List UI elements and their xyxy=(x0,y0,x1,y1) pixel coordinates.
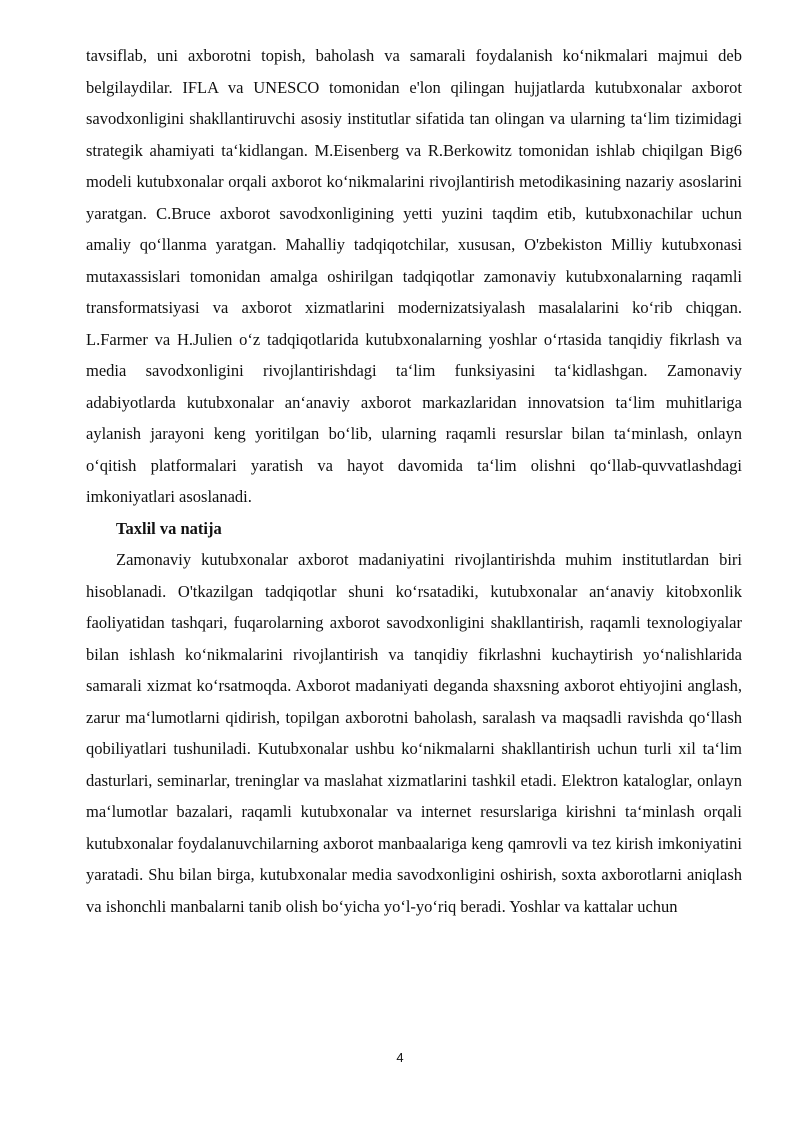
page-number: 4 xyxy=(396,1050,404,1065)
document-page xyxy=(86,40,742,922)
section-heading: Taxlil va natija xyxy=(116,518,222,538)
body-paragraph-1: tavsiflab, uni axborotni topish, baholash va samarali foydalanish koʻnikmalari majmui deb belgilaydilar. IFLA va UNESCO tomonidan e'lon qilingan hujjatlarda kutubxonalar axborot savodxonligini shakllantiruvchi asosiy institutlar sifatida tan olingan va ularning taʻlim tizimidagi strategik ahamiyati taʻkidlangan. M.Eisenberg va R.Berkowitz tomonidan ishlab chiqilgan Big6 modeli kutubxonalar orqali axborot koʻnikmalarini rivojlantirish metodikasining nazariy asoslarini yaratgan. C.Bruce axborot savodxonligining yetti yuzini taqdim etib, kutubxonachilar uchun amaliy qoʻllanma yaratgan. Mahalliy tadqiqotchilar, xususan, O'zbekiston Milliy kutubxonasi mutaxassislari tomonidan amalga oshirilgan tadqiqotlar zamonaviy kutubxonalarning raqamli transformatsiyasi va axborot xizmatlarini modernizatsiyalash masalalarini koʻrib chiqgan. L.Farmer va H.Julien oʻz tadqiqotlarida kutubxonalarning yoshlar oʻrtasida tanqidiy fikrlash va media savodxonligini rivojlantirishdagi taʻlim funksiyasini taʻkidlashgan. Zamonaviy adabiyotlarda kutubxonalar anʻanaviy axborot markazlaridan innovatsion taʻlim muhitlariga aylanish jarayoni keng yoritilgan boʻlib, ularning raqamli resurslar bilan taʻminlash, onlayn oʻqitish platformalari yaratish va hayot davomida taʻlim olishni qoʻllab-quvvatlashdagi imkoniyatlari asoslanadi. xyxy=(86,46,742,506)
body-paragraph-2: Zamonaviy kutubxonalar axborot madaniyatini rivojlantirishda muhim institutlardan biri hisoblanadi. O'tkazilgan tadqiqotlar shuni koʻrsatadiki, kutubxonalar anʻanaviy kitobxonlik faoliyatidan tashqari, fuqarolarning axborot savodxonligini shakllantirish, raqamli texnologiyalar bilan ishlash koʻnikmalarini rivojlantirish va tanqidiy fikrlashni kuchaytirish yoʻnalishlarida samarali xizmat koʻrsatmoqda. Axborot madaniyati deganda shaxsning axborot ehtiyojini anglash, zarur maʻlumotlarni qidirish, topilgan axborotni baholash, saralash va maqsadli ravishda qoʻllash qobiliyatlari tushuniladi. Kutubxonalar ushbu koʻnikmalarni shakllantirish uchun turli xil taʻlim dasturlari, seminarlar, treninglar va maslahat xizmatlarini tashkil etadi. Elektron kataloglar, onlayn maʻlumotlar bazalari, raqamli kutubxonalar va internet resurslariga kirishni taʻminlash orqali kutubxonalar foydalanuvchilarning axborot manbaalariga keng qamrovli va tez kirish imkoniyatini yaratadi. Shu bilan birga, kutubxonalar media savodxonligini oshirish, soxta axborotlarni aniqlash va ishonchli manbalarni tanib olish boʻyicha yoʻl-yoʻriq beradi. Yoshlar va kattalar uchun xyxy=(86,550,742,916)
